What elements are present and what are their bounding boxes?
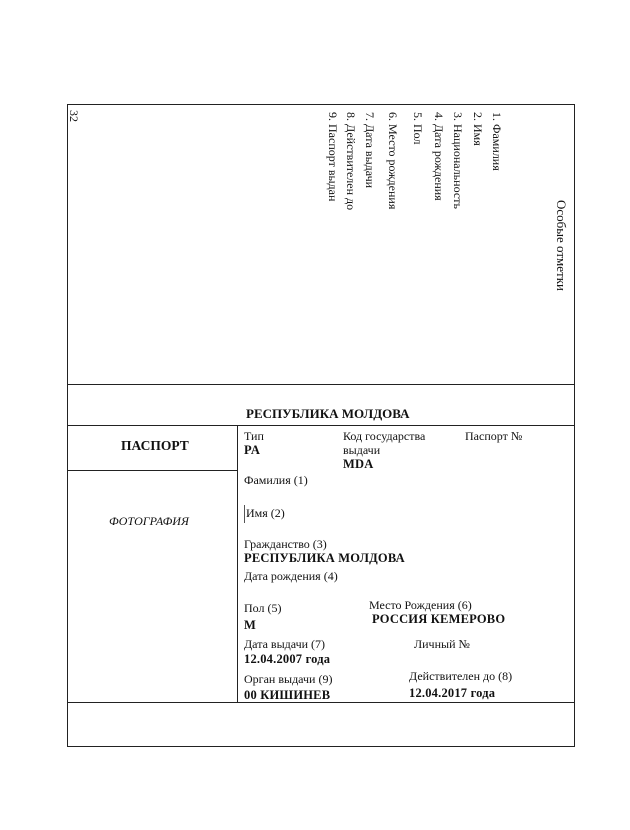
- citizenship-label: Гражданство (3): [244, 537, 327, 551]
- surname-label: Фамилия (1): [244, 473, 308, 487]
- country-code-label: Код государства: [343, 429, 426, 443]
- back-field-issued-by: 9. Паспорт выдан: [326, 112, 340, 202]
- text-cursor-mark: [244, 505, 245, 523]
- passport-title: ПАСПОРТ: [121, 438, 189, 453]
- page-number: 32: [67, 110, 81, 122]
- back-field-birth-place: 6. Место рождения: [386, 112, 400, 210]
- back-field-valid-until: 8. Действителен до: [344, 112, 358, 211]
- type-label: Тип: [244, 429, 264, 443]
- back-field-surname: 1. Фамилия: [490, 112, 504, 171]
- birth-place-value: РОССИЯ КЕМЕРОВО: [372, 612, 506, 626]
- photo-placeholder: ФОТОГРАФИЯ: [109, 514, 189, 528]
- title-box-divider: [67, 470, 237, 471]
- remarks-title: Особые отметки: [554, 200, 569, 291]
- back-field-birth-date: 4. Дата рождения: [432, 112, 446, 201]
- country-code-value: MDA: [343, 457, 374, 471]
- sex-value: М: [244, 618, 256, 632]
- photo-column-divider: [237, 425, 238, 702]
- valid-until-value: 12.04.2017 года: [409, 686, 496, 700]
- personal-number-label: Личный №: [414, 637, 470, 651]
- valid-until-label: Действителен до (8): [409, 669, 513, 683]
- citizenship-value: РЕСПУБЛИКА МОЛДОВА: [244, 551, 405, 565]
- birth-place-label: Место Рождения (6): [369, 598, 472, 612]
- birth-date-label: Дата рождения (4): [244, 569, 338, 583]
- country-header: РЕСПУБЛИКА МОЛДОВА: [246, 406, 410, 421]
- issue-date-label: Дата выдачи (7): [244, 637, 326, 651]
- sex-label: Пол (5): [244, 601, 282, 615]
- header-divider: [67, 425, 574, 426]
- back-field-name: 2. Имя: [471, 112, 485, 146]
- back-field-issue-date: 7. Дата выдачи: [363, 112, 377, 189]
- name-label: Имя (2): [246, 506, 285, 520]
- back-field-nationality: 3. Национальность: [451, 112, 465, 209]
- country-code-label-line2: выдачи: [343, 443, 381, 457]
- authority-value: 00 КИШИНЕВ: [244, 688, 331, 702]
- issue-date-value: 12.04.2007 года: [244, 652, 331, 666]
- authority-label: Орган выдачи (9): [244, 672, 333, 686]
- type-value: PA: [244, 443, 261, 457]
- passport-number-label: Паспорт №: [465, 429, 523, 443]
- back-page-divider: [67, 384, 574, 385]
- back-field-sex: 5. Пол: [411, 112, 425, 145]
